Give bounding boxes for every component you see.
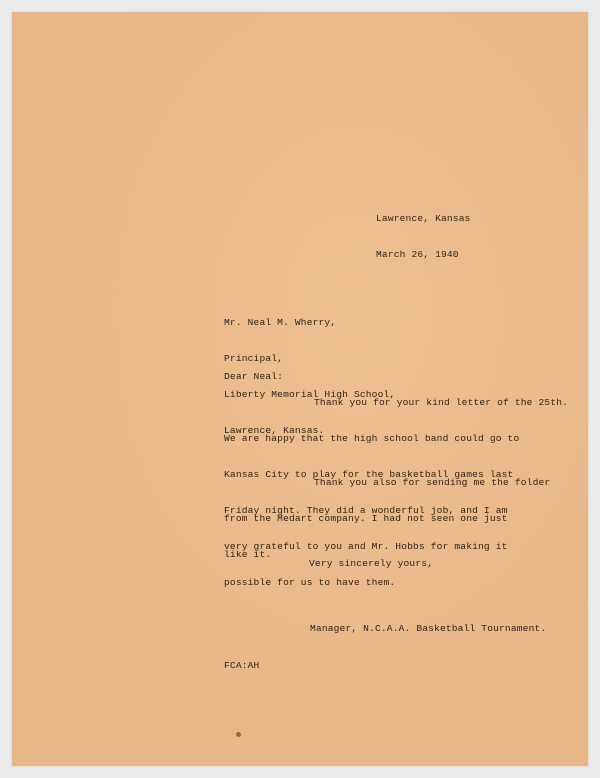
paragraph-1-line: We are happy that the high school band could go to: [224, 433, 520, 444]
paper-spot: [236, 732, 241, 737]
signature-title: Manager, N.C.A.A. Basketball Tournament.: [310, 623, 547, 634]
typist-initials: FCA:AH: [224, 660, 260, 671]
place-line: Lawrence, Kansas: [376, 213, 471, 224]
letter-page: [12, 12, 588, 766]
paragraph-2-line: from the Medart company. I had not seen one just: [224, 513, 508, 524]
paragraph-2-line: like it.: [224, 549, 272, 560]
recipient-school: Liberty Memorial High School,: [224, 389, 396, 400]
paragraph-1-line: very grateful to you and Mr. Hobbs for making it: [224, 541, 508, 552]
paragraph-1-line: Friday night. They did a wonderful job, and I am: [224, 505, 508, 516]
salutation: Dear Neal:: [224, 371, 284, 382]
paragraph-1-line: Kansas City to play for the basketball games last: [224, 469, 514, 480]
recipient-name: Mr. Neal M. Wherry,: [224, 317, 337, 328]
closing: Very sincerely yours,: [309, 558, 434, 569]
date-line: March 26, 1940: [376, 249, 459, 260]
place-date-block: [376, 189, 471, 285]
paragraph-1-line: possible for us to have them.: [224, 577, 396, 588]
paragraph-2-line: Thank you also for sending me the folder: [314, 477, 551, 488]
recipient-city: Lawrence, Kansas.: [224, 425, 325, 436]
paragraph-1-line: Thank you for your kind letter of the 25th.: [314, 397, 569, 408]
recipient-title: Principal,: [224, 353, 284, 364]
